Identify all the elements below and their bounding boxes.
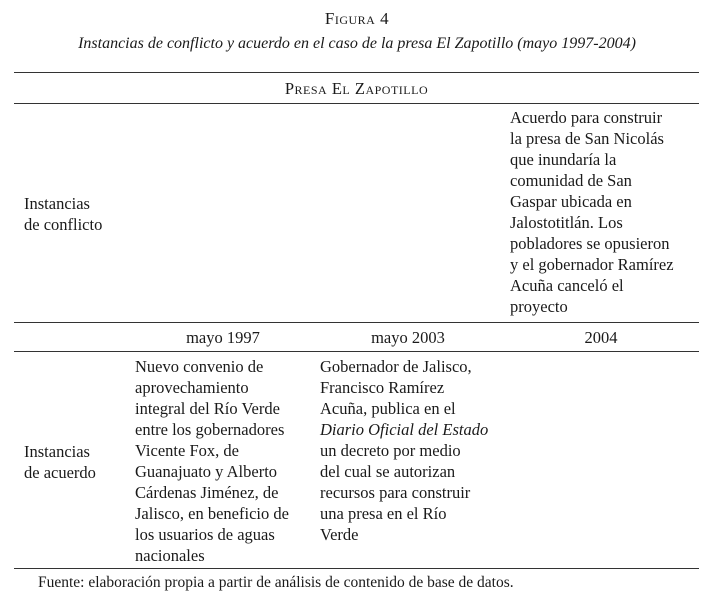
- cell-line: Cárdenas Jiménez, de: [135, 483, 279, 502]
- cell-line: del cual se autorizan: [320, 462, 456, 481]
- cell-line: nacionales: [135, 546, 205, 565]
- cell-line: que inundaría la: [510, 150, 617, 169]
- cell-line: Vicente Fox, de: [135, 441, 239, 460]
- cell-conflicto-2004: [510, 107, 700, 317]
- cell-line: Gaspar ubicada en: [510, 192, 632, 211]
- cell-acuerdo-2003: [320, 356, 506, 545]
- cell-line: Francisco Ramírez: [320, 378, 445, 397]
- row-label-line: Instancias: [24, 442, 90, 461]
- cell-line: Guanajuato y Alberto: [135, 462, 278, 481]
- cell-line: Nuevo convenio de: [135, 357, 264, 376]
- cell-line: Acuerdo para construir: [510, 108, 663, 127]
- column-header-2004: 2004: [584, 328, 618, 347]
- cell-line: pobladores se opusieron: [510, 234, 670, 253]
- cell-line: los usuarios de aguas: [135, 525, 275, 544]
- table-bottom-rule: [14, 568, 699, 569]
- source-note: Fuente: elaboración propia a partir de análisis de contenido de base de datos.: [38, 574, 514, 591]
- column-header-2003: mayo 2003: [371, 328, 445, 347]
- cell-line: la presa de San Nicolás: [510, 129, 664, 148]
- table-title: Presa El Zapotillo: [284, 79, 429, 98]
- cell-line: aprovechamiento: [135, 378, 249, 397]
- cell-line: integral del Río Verde: [135, 399, 280, 418]
- figure-label: Figura 4: [324, 9, 390, 28]
- header-rule: [14, 103, 699, 104]
- column-header-1997: mayo 1997: [186, 328, 260, 347]
- row-label-conflicto: [24, 193, 102, 235]
- cell-line: un decreto por medio: [320, 441, 461, 460]
- cell-acuerdo-1997: [135, 356, 317, 566]
- conflict-rule: [14, 322, 699, 323]
- cell-line: recursos para construir: [320, 483, 471, 502]
- cell-line: Acuña, publica en el: [320, 399, 456, 418]
- cell-line: Jalisco, en beneficio de: [135, 504, 289, 523]
- columns-rule: [14, 351, 699, 352]
- row-label-line: de acuerdo: [24, 463, 96, 482]
- cell-line: comunidad de San: [510, 171, 632, 190]
- cell-line: una presa en el Río: [320, 504, 447, 523]
- row-label-line: de conflicto: [24, 215, 103, 234]
- row-label-acuerdo: [24, 441, 96, 483]
- table-top-rule: [14, 72, 699, 73]
- figure-caption: Instancias de conflicto y acuerdo en el caso de la presa El Zapotillo (mayo 1997-2004): [78, 35, 636, 52]
- cell-line: proyecto: [510, 297, 568, 316]
- cell-line: Jalostotitlán. Los: [510, 213, 623, 232]
- cell-line: Gobernador de Jalisco,: [320, 357, 472, 376]
- cell-line: entre los gobernadores: [135, 420, 285, 439]
- cell-line: y el gobernador Ramírez: [510, 255, 674, 274]
- cell-line: Verde: [320, 525, 359, 544]
- cell-line-italic: Diario Oficial del Estado: [320, 420, 489, 439]
- cell-line: Acuña canceló el: [510, 276, 624, 295]
- row-label-line: Instancias: [24, 194, 90, 213]
